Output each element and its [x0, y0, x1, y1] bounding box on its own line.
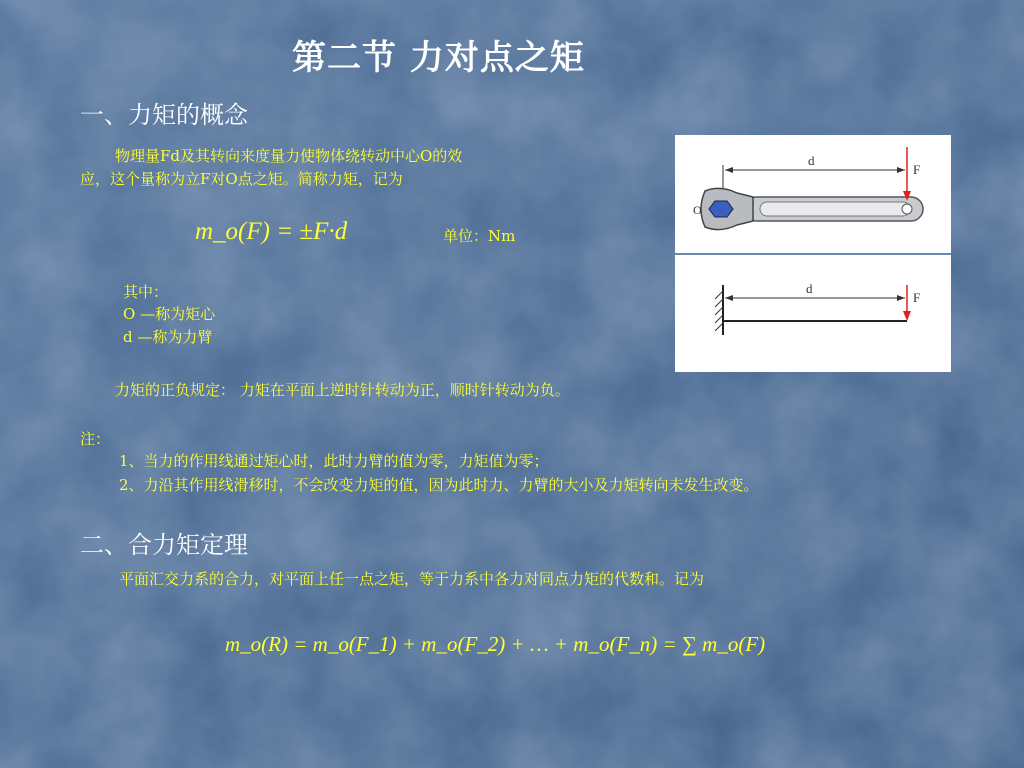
unit-label: 单位：Nm: [443, 227, 516, 245]
where-label: 其中：: [123, 283, 169, 301]
sign-rule: 力矩的正负规定： 力矩在平面上逆时针转动为正，顺时针转动为负。: [115, 381, 570, 399]
moment-formula-text: m_o(F) = ±F·d: [195, 218, 348, 245]
arm-definition: d —称为力臂: [123, 328, 213, 346]
figure-divider: [675, 253, 951, 255]
top-label-o: O: [693, 203, 702, 217]
concept-paragraph-line2: 应，这个量称为立F对O点之矩。简称力矩，记为: [80, 170, 403, 188]
slide-title: 第二节 力对点之矩: [292, 38, 585, 78]
note-item-1: 1、当力的作用线通过矩心时，此时力臂的值为零，力矩值为零；: [119, 452, 549, 470]
concept-paragraph-line1: 物理量Fd及其转向来度量力使物体绕转动中心O的效: [115, 147, 463, 165]
center-definition: O —称为矩心: [123, 305, 216, 323]
bottom-label-f: F: [913, 290, 921, 305]
moment-formula: [195, 218, 347, 246]
top-label-f: F: [913, 162, 921, 177]
bolt-hex: [709, 201, 733, 217]
theorem-paragraph: 平面汇交力系的合力，对平面上任一点之矩，等于力系中各力对同点力矩的代数和。记为: [119, 570, 705, 588]
moment-diagram-figure: [675, 135, 951, 372]
note-item-2: 2、力沿其作用线滑移时，不会改变力矩的值，因为此时力、力臂的大小及力矩转向未发生改变。: [119, 476, 759, 494]
bottom-label-d: d: [806, 281, 813, 296]
top-label-d: d: [808, 153, 815, 168]
section-heading-resultant-theorem: 二、合力矩定理: [80, 531, 248, 559]
resultant-formula-text: m_o(R) = m_o(F_1) + m_o(F_2) + … + m_o(F_n) = ∑ m_o(F): [225, 632, 766, 656]
resultant-formula: [225, 632, 765, 657]
section-heading-moment-concept: 一、力矩的概念: [80, 101, 248, 129]
note-title: 注：: [80, 430, 111, 448]
